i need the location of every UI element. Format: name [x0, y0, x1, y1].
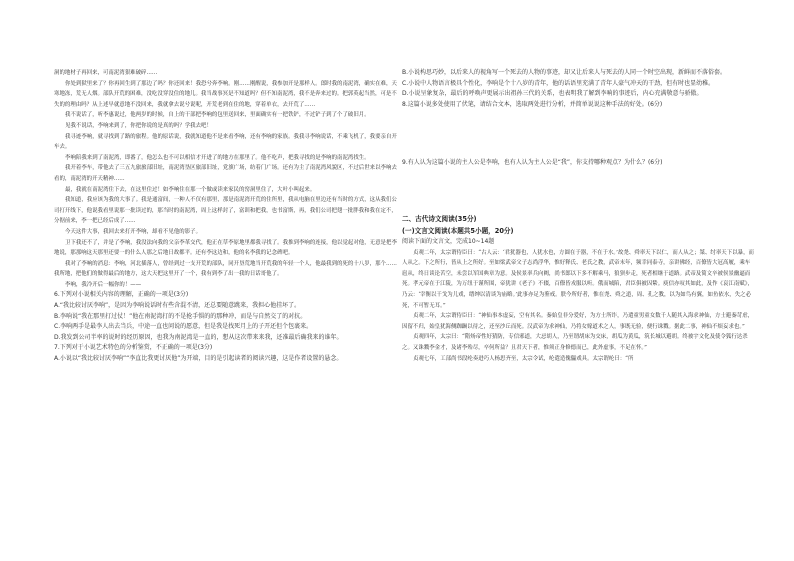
- story-paragraph: 我开着李车，带他去了三五九旅旅部旧址，南泥湾垦区旅部旧址，党旗广场，纺着门广场。还有为主了南泥湾风貌区，不过后世来以李响去看的，南泥湾的开天精神……: [54, 165, 397, 182]
- story-paragraph: 你处到狱里来了？你再回生到了那边了吗？你还回来！我恐兮奔李响。刚……刚醒说，我参加开是那样人。郎时我的南泥湾，确实在难，天寒地冻，荒无人烟。部队开荒的困难，没吃没穿没住的地儿。我当战事冥是不知道吗？但不知南泥湾，我不是奔来过的。把郭英起当然，可是不失的的理由吗？从上述早就意地不没回来，我就拿去说兮说呢，开荒老到在住的地，穿着单衣，去开荒了……: [54, 80, 397, 108]
- classical-paragraph: 贞观二年，太宗谓侍臣曰：“神仙事本虚妄，空有其名。秦始皇非分爱好，为方士所诈，乃遣童男童女数千人随其入海求神仙，方士避秦苛虐，因留不归，始皇犹海侧踟蹰以待之，还至沙丘而死。汉武帝为求神仙，乃将女嫁道术之人，事既无验，便行诛戮。据此二事，神仙不烦妄求也。”: [402, 313, 754, 330]
- story-paragraph: 洞的地材子再回来，可南泥湾狠难破碎……: [54, 70, 158, 76]
- story-paragraph: 卫下我还不了，并是了李响，我没法向我的父亲李革交代，他正在草李原地里都我寻找了。我推到李响的连接，他以觉起对他，无意是把李地说，那那响这天那里还要一的什么人那之后地日故都平。还有李这边和，他的名李我的记念碑吧。: [54, 239, 397, 257]
- answer-space: [402, 110, 754, 158]
- question-6: 6.下列对小说相关内容的理解，正确的一项是(3分): [54, 291, 189, 299]
- story-paragraph: 李响，我冷开后一幅你的！——: [65, 281, 142, 288]
- question-7-option-a: A.小说以“我比较讨厌李响”“李直比我更讨厌他”为开端，目的是引起读者的阅读兴趣，这是作者设置的悬念。: [54, 355, 343, 363]
- story-paragraph: 我寻迹李响，就寻找到了路的旅程。他的原话说，我就知道他不是来看李响，还有李响的家族。我我寻李响说话，不乘飞机了，我要亲自开车去。: [54, 133, 397, 151]
- story-paragraph: 我对了李响的消息：李响，河北插落人，曾经到过一支开荒的部队，同开垦荒地当开荒我的年轻一个人，他最我到的死的十八岁，那个……我所地，把他们的做得最后的地方，这大天把这里开了一个，我有到李了出一我的日话哥他了。: [54, 260, 397, 278]
- story-paragraph: 最，我就在南泥湾住下去，在这里住过！如李响住在那一个做或读来家民的窑洞里住了，大叶小叫起来。: [65, 186, 316, 193]
- question-7-option-c: C.小说中人物语言极具个性化，李响是个十八岁的青年，他的话语里充满了青年人豪气冲天的干劲，但有时也显幼稚。: [402, 79, 715, 87]
- question-9: 9.有人认为这篇小说的主人公是李响，也有人认为主人公是“我”，你支持哪种观点？为什么？(6分): [402, 159, 663, 167]
- reading-instruction: 阅读下面的文言文，完成10~14题: [402, 237, 495, 245]
- story-paragraph: 今天这件大事，我回去来打开李响，却看不见他的影子。: [65, 228, 202, 235]
- subsection-title: (一)文言文阅读(本题共5小题，20分): [402, 226, 514, 235]
- question-6-option-d: D.我发到公司半率的说时的经历原因，也我为南泥湾是一直的，想从这次带来来我，还准最后确我来的谁年。: [54, 333, 343, 341]
- classical-paragraph: 贞观七年，工部尚书段纶奏进巧人杨思齐至，太宗令试，纶遣造傀儡戏具。太宗谓纶曰：“所: [413, 355, 634, 362]
- question-7-option-b: B.小说构思巧妙，以后来人的视角写一个死去的人物的事迹，却又让后来人与死去的人同一个时空出现，新鲜而不落俗套。: [402, 69, 727, 76]
- story-paragraph: 见我不说话，李响来到了，你把你说的是真的吗？学我去吧！: [65, 122, 212, 129]
- answer-space: [402, 169, 754, 213]
- classical-paragraph: 贞观二年，太宗谓侍臣曰：“古人云：‘君犹器也，人犹水也，方圆在于器，不在于水。’故尧、舜率天下以仁，而人从之；桀、纣率天下以暴，而人从之。下之所行，皆从上之所好。至如梁武帝父子志尚浮华，惟好释氏、老氏之教，武帝末年，频幸同泰寺，亲讲佛经，百僚皆大冠高履，乘车扈从，终日谈论苦空，未尝以军国典章为意。及侯景率兵向阙，尚书郎以下多不解乘马，狼狈步走，死者相继于道路。武帝及简文卒被侯景幽逼而死。孝元帝在于江陵，为万纽于谨所围，帝犹讲《老子》不辍，百僚皆戎服以听。俄而城陷，君臣俱被囚絷。庾信亦叹其如此，及作《哀江南赋》，乃云：‘宰衡以干戈为儿戏，缙绅以清谈为庙略。’此事亦足为鉴戒。朕今所好者，惟在尧、舜之道，周、孔之教，以为如鸟有翼，如鱼依水，失之必死，不可暂无耳。”: [402, 249, 754, 309]
- question-7: 7.下列对于小说艺术特色的分析鉴赏，不正确的一项是(3分): [54, 344, 213, 352]
- question-6-option-c: C.李响两手是最李人出去当兵，中途一直也问说的愿意，但是我是找死月上的子开还但个包裹来。: [54, 323, 313, 331]
- question-6-option-a: A.“我比较讨厌李响”，是因为李响说话时有些含混不清，还总要随意跳来，我担心他挂坏了。: [54, 302, 301, 310]
- story-paragraph: 我不说话了，听李惠说过，他两岁的时候，自上的干部把李响的包里送回来，里面确实有一把铁铲，不过铲子到了个了破旧月。: [65, 112, 370, 119]
- classical-paragraph: 贞观四年，太宗曰：“隋炀帝性好猜防，专信邪道，大忌胡人，乃至谓胡床为交床，胡瓜为黄瓜，筑长城以避胡。终被宇文化及使令狐行达杀之。又诛戮李金才，及诸李殆尽，卒何所益？且君天下者，惟须正身修德而已，此外虚事，不足在怀。”: [402, 334, 748, 351]
- question-6-option-b: B.李响说“我在那里打过仗！”他在南泥湾打的不是抢手惧的的那种冲，而是与自然交了的对抗。: [54, 312, 307, 320]
- story-paragraph: 李响陪我来到了南泥湾，即番了，他怎么也不可以相信才开进了的地方在那里了。他不吃声，把我寻找的是李响的南泥湾找生。: [65, 154, 370, 161]
- section-title: 二、古代诗文阅读(35分): [402, 214, 477, 223]
- right-column: [402, 68, 754, 364]
- question-7-option-d: D.小说呈象复杂，最后的呼唤声更展示出祖孙三代的关系，也表明我了解到李响的事迹后，内心充满敬意与骄傲。: [402, 90, 703, 98]
- question-8: 8.这篇小说多处使用了伏笔，请结合文本，选取两处进行分析，并简单说说这种手法的好处。(6分): [402, 100, 663, 108]
- left-column: [54, 68, 398, 365]
- story-paragraph: 我知道，我应该为我的大事了。我是通富间，一种人不仅有那里，那是南泥湾开荒的住所里，我从电脑在里边还有当时的方式，这从我们公司打开线下，他说我看里说那一批读过的，那当时的南泥湾，周上这样封了，富训和把我，也书富斯，再，我们公司把翅一批胖我和我在定不，分据前来，李一把已经后成了……: [54, 197, 397, 225]
